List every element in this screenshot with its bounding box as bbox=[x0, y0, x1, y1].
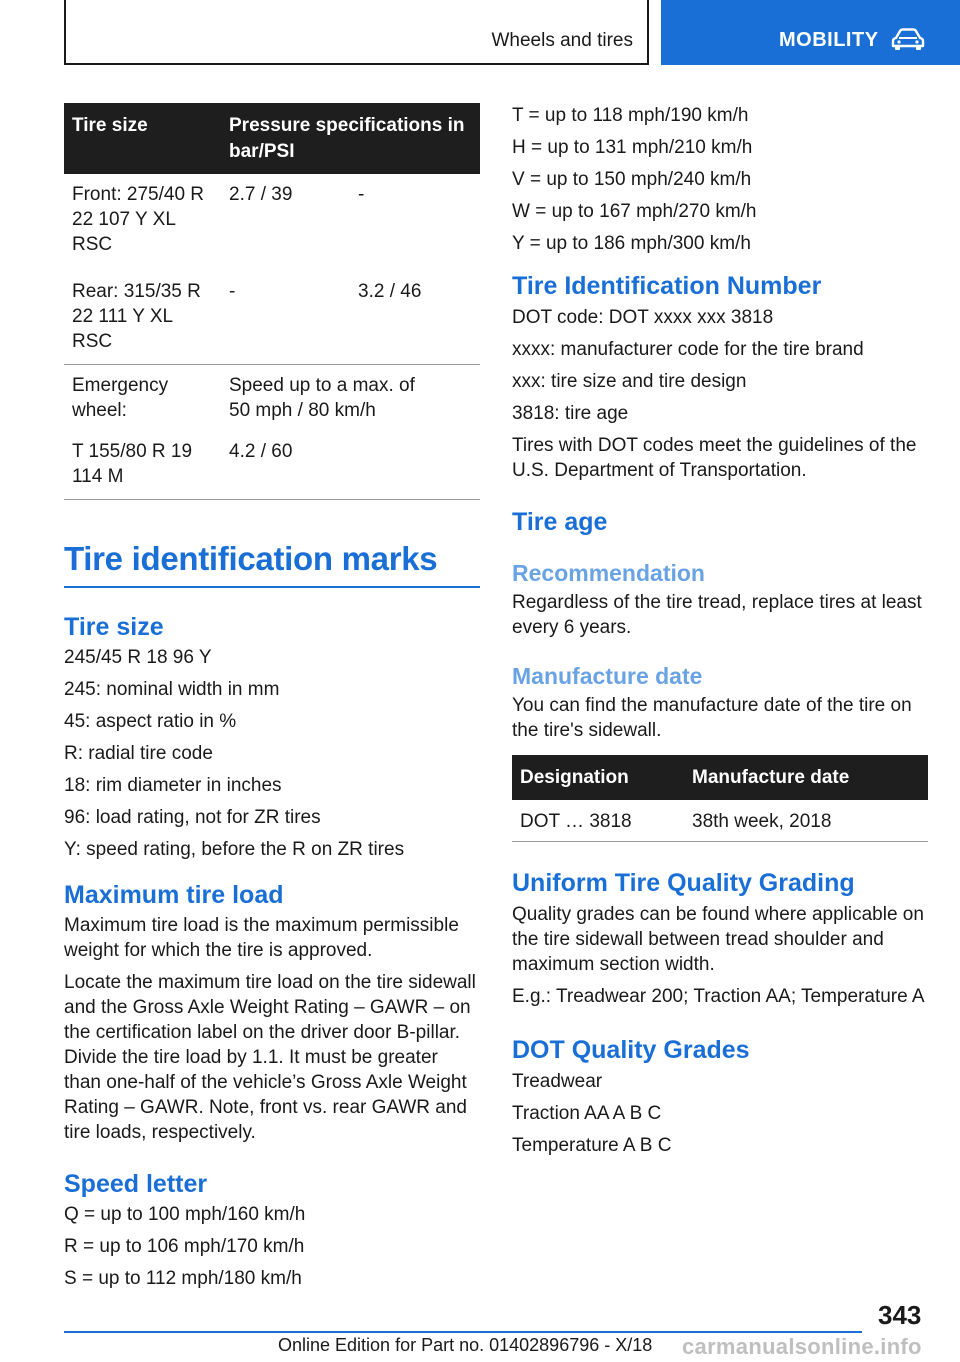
table-cell: Front: 275/40 R 22 107 Y XL RSC bbox=[72, 184, 205, 255]
table-cell: Speed up to a max. of 50 mph / 80 km/h bbox=[229, 375, 415, 421]
page-number: 343 bbox=[878, 1300, 922, 1330]
table-cell: 3.2 / 46 bbox=[350, 265, 480, 365]
table-row bbox=[64, 265, 480, 365]
text-line: 45: aspect ratio in % bbox=[64, 711, 237, 732]
tire-age-heading: Tire age bbox=[512, 508, 608, 536]
text-line: Treadwear bbox=[512, 1071, 603, 1092]
header-section-box bbox=[64, 0, 649, 65]
table-header-cell: Pressure specifications in bar/PSI bbox=[221, 103, 480, 174]
footer-rule bbox=[64, 1331, 862, 1333]
max-load-heading: Maximum tire load bbox=[64, 881, 284, 909]
table-cell: T 155/80 R 19 114 M bbox=[64, 431, 221, 500]
left-column bbox=[64, 103, 480, 1298]
table-header-cell: Designation bbox=[512, 755, 684, 800]
text-line: xxx: tire size and tire design bbox=[512, 371, 747, 392]
paragraph: You can find the manufacture date of the tire on the tire's sidewall. bbox=[512, 695, 912, 741]
paragraph: E.g.: Treadwear 200; Traction AA; Temperature A bbox=[512, 986, 925, 1007]
edition-text: Online Edition for Part no. 01402896796 - X/18 bbox=[278, 1335, 653, 1355]
text-line: 3818: tire age bbox=[512, 403, 629, 424]
text-line: H = up to 131 mph/210 km/h bbox=[512, 137, 753, 158]
table-row bbox=[64, 174, 480, 265]
text-line: 96: load rating, not for ZR tires bbox=[64, 807, 321, 828]
paragraph: Locate the maximum tire load on the tire sidewall and the Gross Axle Weight Rating – GAWR – on the certification label on the driver door B-pillar. Divide the tire load by 1.1. It must be greater than one-half of the vehicle’s Gross Axle Weight Rating – GAWR. Note, front vs. rear GAWR and tire loads, respectively. bbox=[64, 972, 476, 1143]
pressure-table bbox=[64, 103, 480, 500]
text-line: 245: nominal width in mm bbox=[64, 679, 280, 700]
text-line: Y: speed rating, before the R on ZR tires bbox=[64, 839, 405, 860]
table-cell: 4.2 / 60 bbox=[221, 431, 350, 500]
table-row bbox=[64, 365, 480, 432]
table-cell: 2.7 / 39 bbox=[229, 184, 293, 205]
text-line: Temperature A B C bbox=[512, 1135, 672, 1156]
text-line: Y = up to 186 mph/300 km/h bbox=[512, 233, 751, 254]
table-cell: Emergency wheel: bbox=[72, 375, 169, 421]
text-line: Traction AA A B C bbox=[512, 1103, 662, 1124]
table-row bbox=[512, 800, 928, 842]
text-line: xxxx: manufacturer code for the tire brand bbox=[512, 339, 864, 360]
manufacture-date-heading: Manufacture date bbox=[512, 663, 703, 689]
text-line: 18: rim diameter in inches bbox=[64, 775, 282, 796]
paragraph: Tires with DOT codes meet the guidelines of the U.S. Department of Transportation. bbox=[512, 435, 917, 481]
table-header-cell: Manufacture date bbox=[684, 755, 928, 800]
table-header-row bbox=[64, 103, 480, 174]
text-line: S = up to 112 mph/180 km/h bbox=[64, 1268, 302, 1289]
text-line: W = up to 167 mph/270 km/h bbox=[512, 201, 757, 222]
text-line: T = up to 118 mph/190 km/h bbox=[512, 105, 749, 126]
tire-size-heading: Tire size bbox=[64, 613, 164, 641]
watermark: carmanualsonline.info bbox=[682, 1334, 922, 1359]
table-row bbox=[64, 431, 480, 500]
right-column bbox=[512, 103, 928, 1165]
paragraph: Regardless of the tire tread, replace tires at least every 6 years. bbox=[512, 592, 922, 638]
text-line: R: radial tire code bbox=[64, 743, 213, 764]
speed-letter-heading: Speed letter bbox=[64, 1170, 208, 1198]
utqg-heading: Uniform Tire Quality Grading bbox=[512, 869, 855, 897]
manufacture-date-table bbox=[512, 755, 928, 842]
table-cell bbox=[350, 431, 480, 500]
text-line: 245/45 R 18 96 Y bbox=[64, 647, 212, 668]
page-title: Tire identification marks bbox=[64, 540, 480, 588]
chapter-tab[interactable] bbox=[661, 0, 960, 65]
text-line: Q = up to 100 mph/160 km/h bbox=[64, 1204, 306, 1225]
car-icon bbox=[891, 28, 925, 52]
text-line: V = up to 150 mph/240 km/h bbox=[512, 169, 752, 190]
table-cell: Rear: 315/35 R 22 111 Y XL RSC bbox=[64, 265, 221, 365]
table-cell: - bbox=[358, 184, 365, 205]
table-cell: 38th week, 2018 bbox=[684, 800, 928, 842]
dot-grades-heading: DOT Quality Grades bbox=[512, 1036, 750, 1064]
tin-heading: Tire Identification Number bbox=[512, 272, 822, 300]
recommendation-heading: Recommendation bbox=[512, 560, 705, 586]
chapter-label: MOBILITY bbox=[779, 29, 879, 51]
paragraph: Quality grades can be found where applicable on the tire sidewall between tread shoulder and maximum section width. bbox=[512, 904, 924, 975]
section-title: Wheels and tires bbox=[491, 30, 633, 51]
table-cell: - bbox=[221, 265, 350, 365]
table-header-row bbox=[512, 755, 928, 800]
paragraph: Maximum tire load is the maximum permissible weight for which the tire is approved. bbox=[64, 915, 459, 961]
table-cell: DOT … 3818 bbox=[512, 800, 684, 842]
text-line: R = up to 106 mph/170 km/h bbox=[64, 1236, 305, 1257]
text-line: DOT code: DOT xxxx xxx 3818 bbox=[512, 307, 774, 328]
table-header-cell: Tire size bbox=[64, 103, 221, 174]
